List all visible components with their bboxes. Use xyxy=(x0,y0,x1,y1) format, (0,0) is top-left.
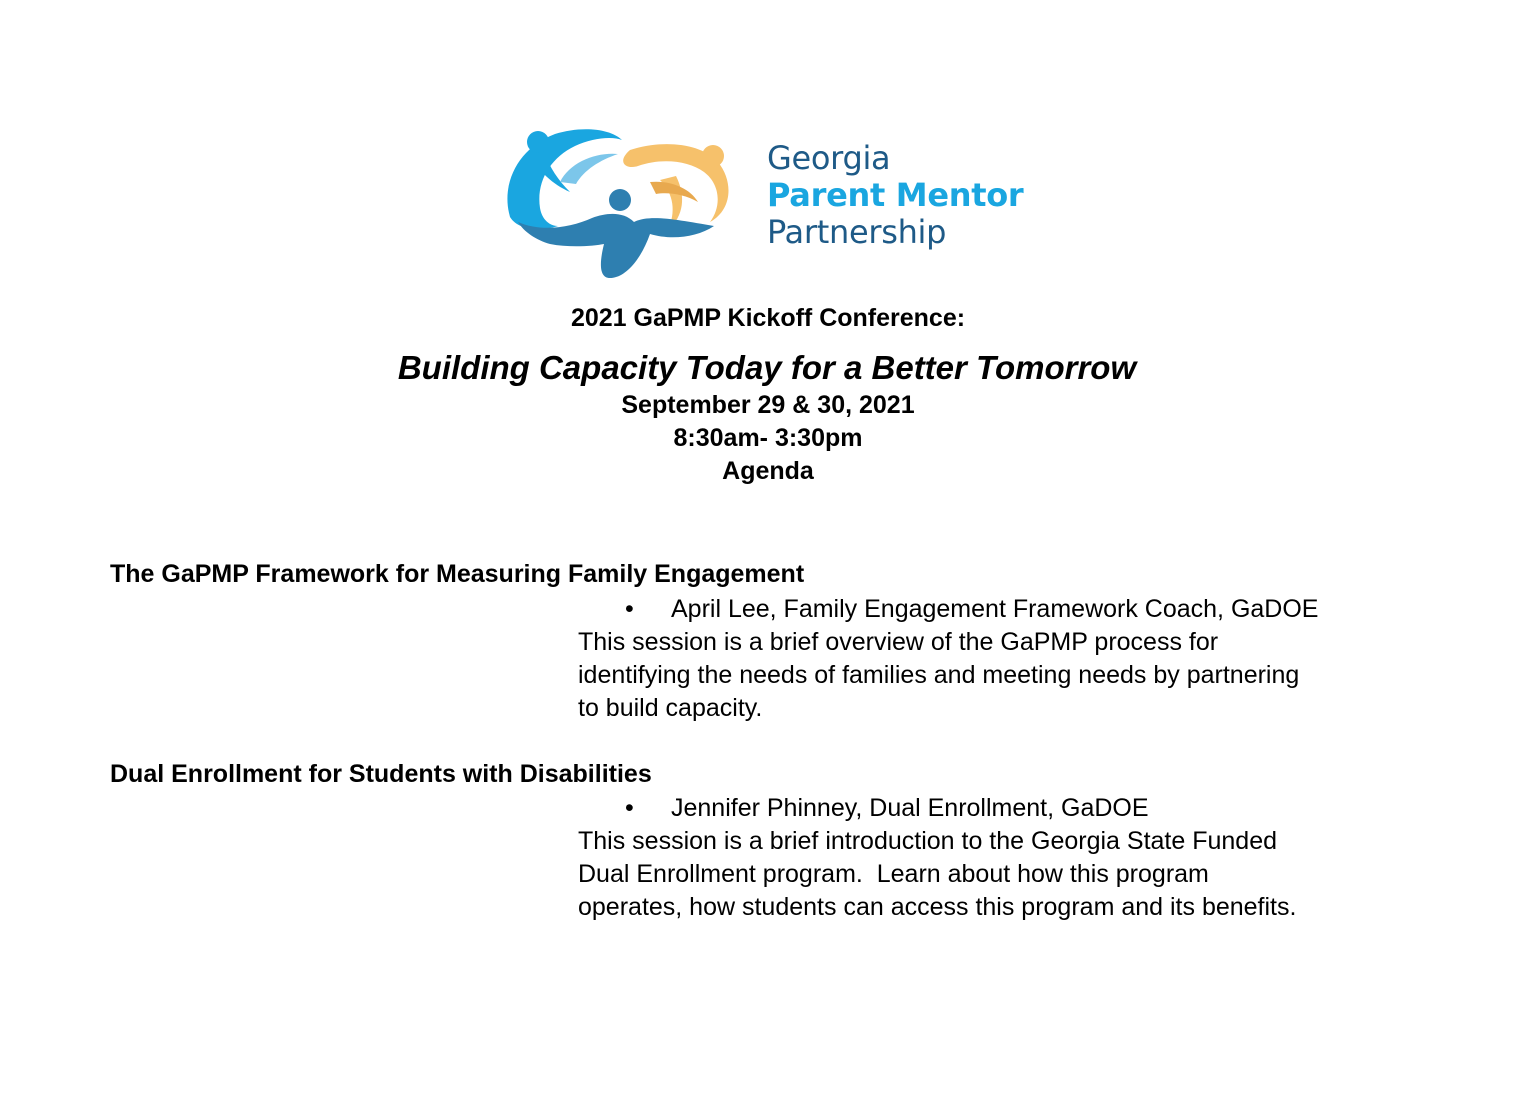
description-line: identifying the needs of families and meeting needs by partnering xyxy=(578,661,1300,689)
speaker-name: Jennifer Phinney, Dual Enrollment, GaDOE xyxy=(671,794,1149,822)
session-speaker xyxy=(625,593,1318,626)
description-line: This session is a brief introduction to the Georgia State Funded xyxy=(578,827,1277,855)
description-line: This session is a brief overview of the GaPMP process for xyxy=(578,628,1219,656)
people-circle-logo-icon xyxy=(500,122,740,280)
conference-times: 8:30am- 3:30pm xyxy=(673,424,863,452)
session-description xyxy=(578,626,1438,725)
logo-line-partnership: Partnership xyxy=(767,213,947,251)
conference-dates: September 29 & 30, 2021 xyxy=(621,391,915,419)
speaker-name: April Lee, Family Engagement Framework Coach, GaDOE xyxy=(671,595,1319,623)
bullet-icon: • xyxy=(625,595,634,623)
conference-title: 2021 GaPMP Kickoff Conference: xyxy=(570,304,966,332)
session-speaker xyxy=(625,792,1149,825)
agenda-heading: Agenda xyxy=(722,457,814,485)
session-description xyxy=(578,825,1438,924)
session-title: The GaPMP Framework for Measuring Family Engagement xyxy=(110,560,805,588)
logo-wordmark xyxy=(767,140,1023,251)
gapmp-logo xyxy=(500,122,1040,280)
description-line: to build capacity. xyxy=(578,694,763,722)
description-line: operates, how students can access this program and its benefits. xyxy=(578,893,1297,921)
logo-line-parent-mentor: Parent Mentor xyxy=(767,176,1024,214)
session-title: Dual Enrollment for Students with Disabilities xyxy=(110,760,652,788)
logo-line-georgia: Georgia xyxy=(767,139,891,177)
bullet-icon: • xyxy=(625,794,634,822)
description-line: Dual Enrollment program. Learn about how this program xyxy=(578,860,1209,888)
conference-subtitle: Building Capacity Today for a Better Tomorrow xyxy=(397,349,1137,386)
